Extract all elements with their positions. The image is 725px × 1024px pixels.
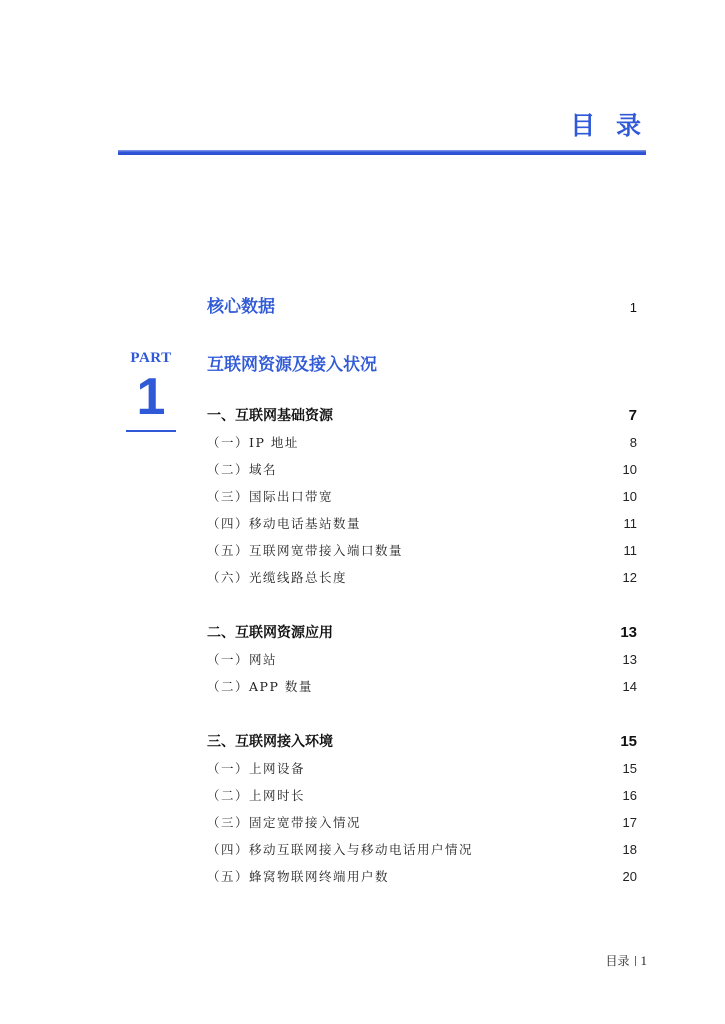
toc-item-page: 17	[622, 815, 637, 830]
toc-item-page: 11	[623, 516, 637, 531]
toc-item-label: （一）网站	[207, 652, 278, 667]
toc-item-label: （二）域名	[207, 462, 278, 477]
toc-chapter-1[interactable]	[207, 350, 637, 375]
toc-item-page: 15	[622, 761, 637, 776]
footer-separator	[635, 956, 636, 966]
toc-item-page: 11	[623, 543, 637, 558]
toc-section-1[interactable]	[207, 405, 637, 425]
part-number: 1	[136, 368, 166, 426]
toc-item-page: 8	[629, 435, 637, 450]
toc-section-label: 三、互联网接入环境	[207, 734, 333, 750]
toc-item[interactable]	[207, 786, 637, 804]
toc-item-label: （二）上网时长	[207, 788, 306, 803]
toc-item-label: （六）光缆线路总长度	[207, 570, 348, 585]
toc-item-label: （五）互联网宽带接入端口数量	[207, 543, 404, 558]
toc-item-label: （三）国际出口带宽	[207, 489, 334, 504]
toc-item-label: （三）固定宽带接入情况	[207, 815, 362, 830]
part-marker	[120, 350, 182, 432]
toc-item-page: 20	[622, 869, 637, 884]
toc-item[interactable]	[207, 541, 637, 559]
toc-item[interactable]	[207, 433, 637, 451]
toc-section-2[interactable]	[207, 622, 637, 642]
toc-item[interactable]	[207, 840, 637, 858]
part-divider	[126, 430, 176, 432]
footer-label: 目录	[605, 954, 630, 968]
toc-item[interactable]	[207, 677, 637, 695]
toc-section-3[interactable]	[207, 731, 637, 751]
toc-item[interactable]	[207, 650, 637, 668]
title-underline	[118, 150, 646, 155]
toc-item-label: （一）IP 地址	[207, 435, 299, 450]
toc-chapter-label: 互联网资源及接入状况	[207, 355, 377, 375]
toc-item[interactable]	[207, 487, 637, 505]
toc-item-page: 12	[622, 570, 637, 585]
toc-item-page: 18	[622, 842, 637, 857]
toc-entry-label: 核心数据	[207, 297, 275, 317]
toc-section-page: 13	[620, 624, 637, 641]
toc-section-page: 7	[628, 407, 637, 424]
toc-item[interactable]	[207, 813, 637, 831]
toc-item-page: 13	[622, 652, 637, 667]
toc-item-label: （二）APP 数量	[207, 679, 313, 694]
toc-item-page: 10	[622, 462, 637, 477]
toc-item-label: （五）蜂窝物联网终端用户数	[207, 869, 390, 884]
toc-item-page: 16	[622, 788, 637, 803]
toc-section-label: 二、互联网资源应用	[207, 625, 333, 641]
toc-section-label: 一、互联网基础资源	[207, 408, 333, 424]
toc-item-label: （四）移动电话基站数量	[207, 516, 362, 531]
toc-item-page: 10	[622, 489, 637, 504]
toc-item-label: （四）移动互联网接入与移动电话用户情况	[207, 842, 474, 857]
toc-section-page: 15	[620, 733, 637, 750]
toc-item[interactable]	[207, 759, 637, 777]
toc-entry-core-data[interactable]	[207, 292, 637, 317]
toc-item-page: 14	[622, 679, 637, 694]
page-title: 目 录	[570, 111, 647, 140]
toc-item[interactable]	[207, 460, 637, 478]
toc-item[interactable]	[207, 568, 637, 586]
part-label: PART	[130, 350, 172, 366]
toc-item-label: （一）上网设备	[207, 761, 306, 776]
page-footer	[605, 952, 647, 969]
toc-item[interactable]	[207, 514, 637, 532]
toc-entry-page: 1	[629, 300, 637, 315]
toc-item[interactable]	[207, 867, 637, 885]
footer-page-number: 1	[640, 952, 647, 968]
